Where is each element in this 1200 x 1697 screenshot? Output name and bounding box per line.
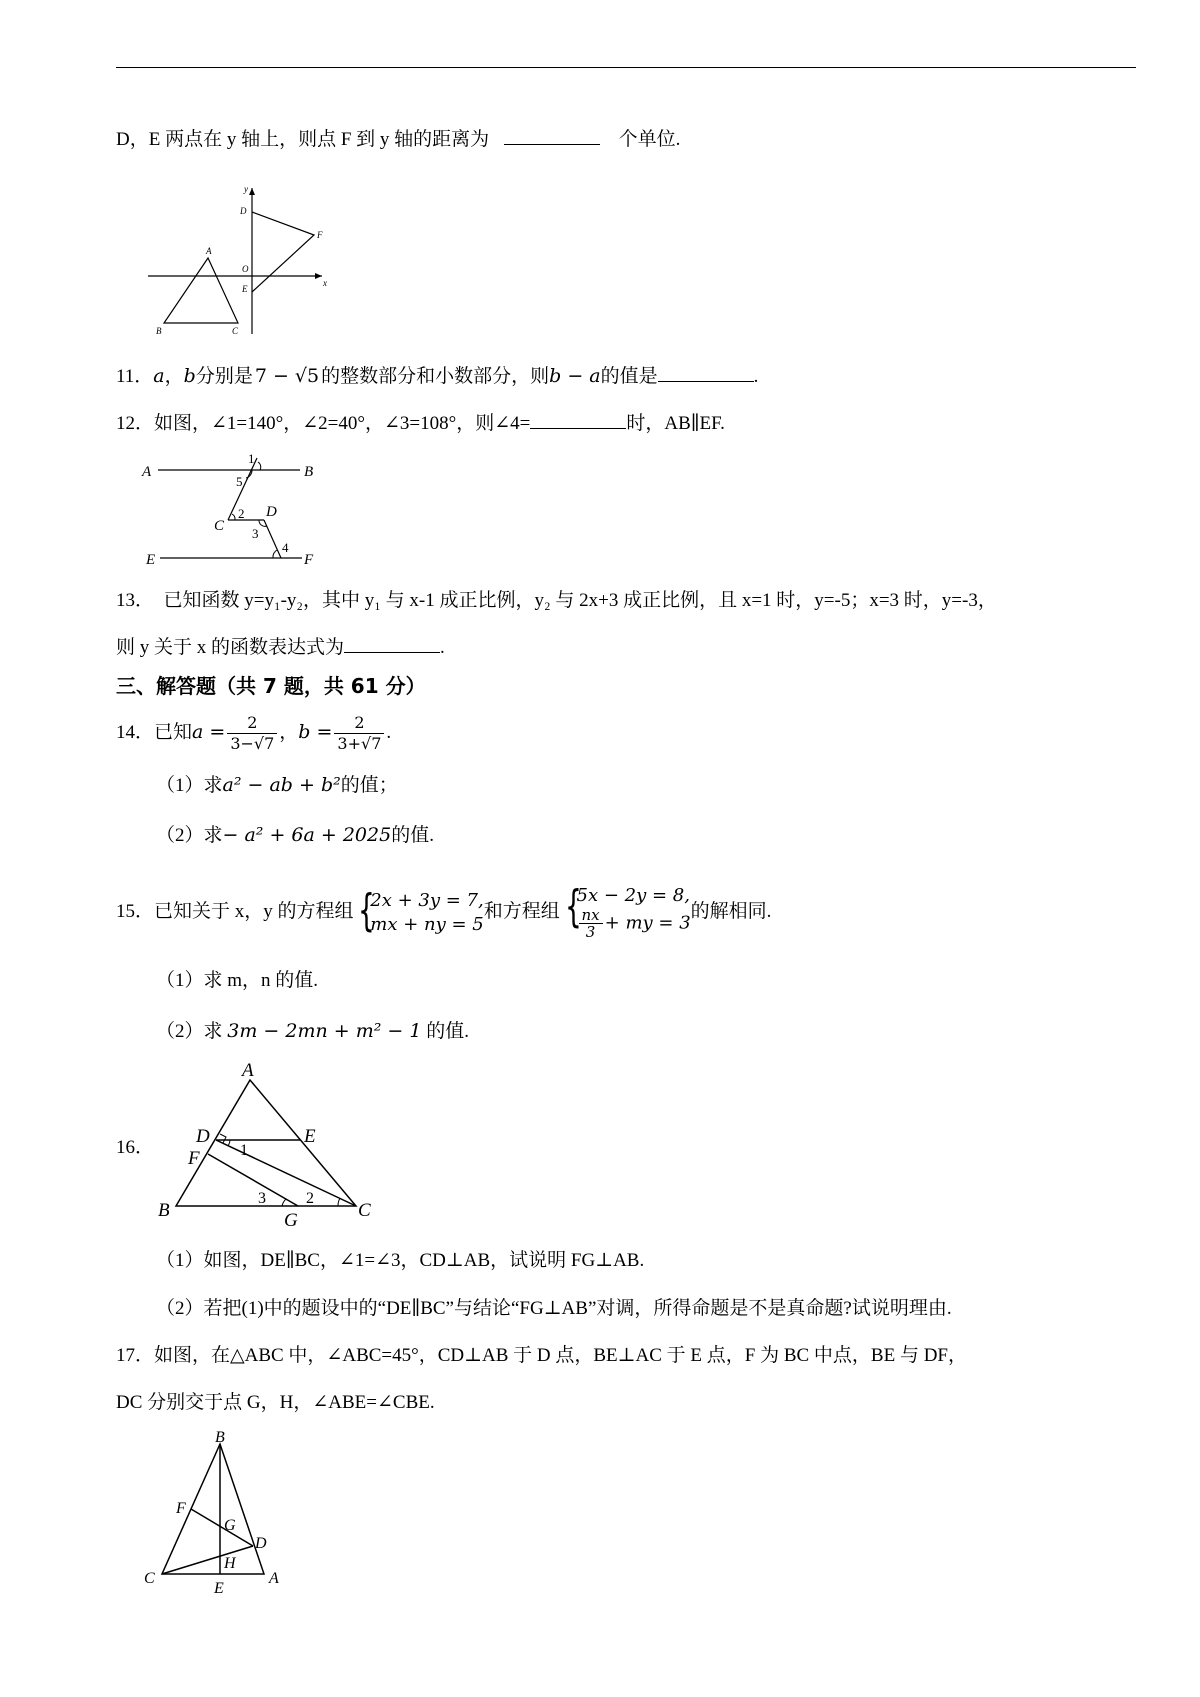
label-a: A — [242, 1060, 254, 1081]
label-g: G — [224, 1517, 236, 1534]
q16-p1: （1）如图，DE∥BC，∠1=∠3，CD⊥AB，试说明 FG⊥AB. — [156, 1250, 645, 1271]
q17-line-2 — [116, 1390, 435, 1416]
q11-end: . — [753, 366, 759, 387]
label-a: A — [269, 1570, 279, 1587]
figure-q12-parallel-lines — [140, 448, 340, 568]
label-e: E — [304, 1126, 316, 1147]
label-d: D — [196, 1126, 210, 1147]
y-axis-arrow-icon — [249, 188, 255, 195]
angle-arc-1 — [228, 1140, 230, 1146]
q11-answer-blank[interactable] — [658, 363, 754, 382]
label-c: C — [358, 1200, 371, 1221]
q15-sys2-fraction — [579, 907, 603, 940]
q11-expression-2: b − a — [549, 365, 601, 387]
q13-line-1 — [116, 588, 997, 614]
q14-p2-pre: （2）求 — [156, 825, 223, 846]
q16-p2: （2）若把(1)中的题设中的“DE∥BC”与结论“FG⊥AB”对调，所得命题是不是真命题?试说明理由. — [156, 1298, 952, 1319]
label-angle-2: 2 — [306, 1190, 314, 1207]
label-e: E — [146, 552, 156, 568]
q15-p2-pre: （2）求 — [156, 1021, 223, 1042]
q12-text: 12．如图，∠1=140°，∠2=40°，∠3=108°，则∠4= — [116, 413, 531, 434]
q15-pre: 15．已知关于 x，y 的方程组 — [116, 901, 354, 922]
q14-end: . — [386, 722, 392, 743]
segment-cd — [162, 1546, 253, 1574]
label-b: B — [158, 1200, 170, 1221]
q10-suffix: 个单位. — [618, 129, 681, 150]
q17-text-1: 17．如图，在△ABC 中，∠ABC=45°，CD⊥AB 于 D 点，BE⊥AC 于 E 点，F 为 BC 中点，BE 与 DF， — [116, 1345, 967, 1366]
q11-text-3: 的值是 — [600, 366, 658, 387]
q15-sys2-eq1: 5x − 2y = 8, — [576, 885, 690, 907]
q11-var-b: b — [183, 365, 196, 387]
angle-arc-1 — [258, 462, 261, 470]
label-b: B — [156, 326, 162, 336]
q14-p1-post: 的值； — [340, 775, 398, 796]
q10-text-line — [116, 126, 680, 153]
angle-arc-2 — [338, 1198, 340, 1206]
q11-number: 11． — [116, 366, 154, 387]
q14-a-eq: a = — [192, 721, 226, 743]
q15-sys2-eq2 — [577, 907, 691, 940]
q11-text-1: 分别是 — [195, 366, 253, 387]
triangle-abc — [164, 258, 238, 323]
q16-number-line — [116, 1135, 154, 1161]
brace-icon: { — [358, 884, 376, 936]
q13-line-2 — [116, 634, 445, 661]
label-c: C — [214, 518, 225, 534]
header-rule — [116, 67, 1136, 68]
q15-system-1 — [358, 884, 484, 937]
label-angle-1: 1 — [240, 1142, 248, 1159]
label-h: H — [224, 1555, 236, 1572]
q14-number: 14．已知 — [116, 722, 193, 743]
triangle-def — [252, 212, 314, 292]
q14-b-numerator: 2 — [334, 713, 384, 734]
label-a: A — [142, 464, 152, 480]
q14-sep: ， — [279, 722, 299, 743]
q14-p2-post: 的值. — [391, 825, 434, 846]
q11-expression: 7 − √5 — [254, 365, 320, 387]
q15-sys2-rest: + my = 3 — [604, 912, 691, 934]
q14-a-denominator: 3−√7 — [230, 734, 275, 754]
q15-system-2 — [564, 881, 691, 942]
label-y: y — [244, 184, 248, 194]
q17-text-2: DC 分别交于点 G，H，∠ABE=∠CBE. — [116, 1392, 435, 1413]
q12-line — [116, 410, 725, 437]
angle-arc-4 — [273, 550, 277, 558]
label-g: G — [284, 1210, 298, 1231]
q15-p2-expression: 3m − 2mn + m² − 1 — [227, 1020, 422, 1042]
q14-part-1 — [156, 772, 398, 799]
q16-part-1 — [156, 1248, 644, 1274]
figure-q16-triangle — [156, 1058, 376, 1233]
label-angle-3: 3 — [258, 1190, 266, 1207]
q15-part-2 — [156, 1018, 469, 1045]
q13-text-1: 13． 已知函数 y=y₁-y₂，其中 y₁ 与 x-1 成正比例，y₂ 与 2x+3 成正比例，且 x=1 时，y=-5；x=3 时，y=-3， — [116, 590, 997, 611]
q14-part-2 — [156, 822, 434, 849]
q15-sys2-numerator: nx — [579, 907, 603, 924]
q10-answer-blank[interactable] — [504, 126, 600, 145]
q14-p1-pre: （1）求 — [156, 775, 223, 796]
label-f: F — [176, 1500, 186, 1517]
label-f: F — [304, 552, 314, 568]
angle-arc-3 — [282, 1199, 286, 1206]
label-angle-5: 5 — [236, 474, 243, 489]
label-f: F — [317, 230, 323, 240]
q14-a-numerator: 2 — [227, 713, 277, 734]
label-b: B — [215, 1430, 225, 1446]
q15-part-1 — [156, 968, 318, 994]
label-d: D — [266, 504, 277, 520]
label-o: O — [242, 264, 249, 274]
label-angle-4: 4 — [282, 540, 289, 555]
q12-suffix: 时，AB∥EF. — [626, 413, 725, 434]
q14-p2-expression: − a² + 6a + 2025 — [222, 824, 392, 846]
q14-a-fraction — [227, 713, 277, 754]
label-c: C — [232, 326, 239, 336]
label-a: A — [206, 246, 212, 256]
q16-part-2 — [156, 1296, 952, 1322]
q12-answer-blank[interactable] — [530, 410, 626, 429]
label-angle-3: 3 — [252, 526, 259, 541]
q13-text-2: 则 y 关于 x 的函数表达式为 — [116, 637, 345, 658]
label-angle-2: 2 — [238, 506, 245, 521]
label-f: F — [188, 1148, 200, 1169]
q14-line — [116, 710, 391, 755]
q15-p2-post: 的值. — [426, 1021, 469, 1042]
q11-var-a: a — [153, 365, 165, 387]
q14-b-fraction — [334, 713, 384, 754]
label-c: C — [144, 1570, 155, 1587]
q13-end: . — [440, 637, 445, 658]
segment-fg — [208, 1154, 298, 1206]
label-e: E — [242, 284, 248, 294]
q15-post: 的解相同. — [690, 901, 772, 922]
brace-icon: { — [564, 881, 582, 933]
q15-line — [116, 882, 771, 942]
q15-sys1-eq2: mx + ny = 5 — [370, 913, 484, 935]
label-angle-1: 1 — [248, 451, 255, 466]
q14-b-eq: b = — [298, 721, 333, 743]
q15-p1: （1）求 m，n 的值. — [156, 970, 319, 991]
q13-answer-blank[interactable] — [344, 634, 440, 653]
q11-text-2: 的整数部分和小数部分，则 — [321, 366, 550, 387]
figure-q17-triangle — [144, 1430, 294, 1600]
q10-text: D，E 两点在 y 轴上，则点 F 到 y 轴的距离为 — [116, 129, 490, 150]
label-e: E — [214, 1580, 224, 1597]
segment-dc — [216, 1140, 356, 1206]
angle-arc-2 — [232, 514, 235, 520]
q16-number: 16． — [116, 1137, 155, 1158]
section-3-title: 三、解答题（共 7 题，共 61 分） — [116, 674, 426, 698]
q11-comma: ， — [164, 366, 184, 387]
q14-p1-expression: a² − ab + b² — [222, 774, 341, 796]
q15-sys1-eq1: 2x + 3y = 7, — [370, 889, 484, 911]
label-d: D — [240, 206, 247, 216]
q15-sys2-denominator: 3 — [585, 923, 596, 942]
q11-line — [116, 363, 758, 390]
x-axis-arrow-icon — [315, 273, 322, 279]
label-d: D — [255, 1535, 267, 1552]
q17-line-1 — [116, 1343, 967, 1369]
section-3-heading — [116, 673, 426, 699]
figure-q10-coordinate-plane — [140, 180, 340, 340]
label-x: x — [323, 278, 327, 288]
label-b: B — [304, 464, 314, 480]
q14-b-denominator: 3+√7 — [337, 734, 382, 754]
q15-mid: 和方程组 — [483, 901, 560, 922]
